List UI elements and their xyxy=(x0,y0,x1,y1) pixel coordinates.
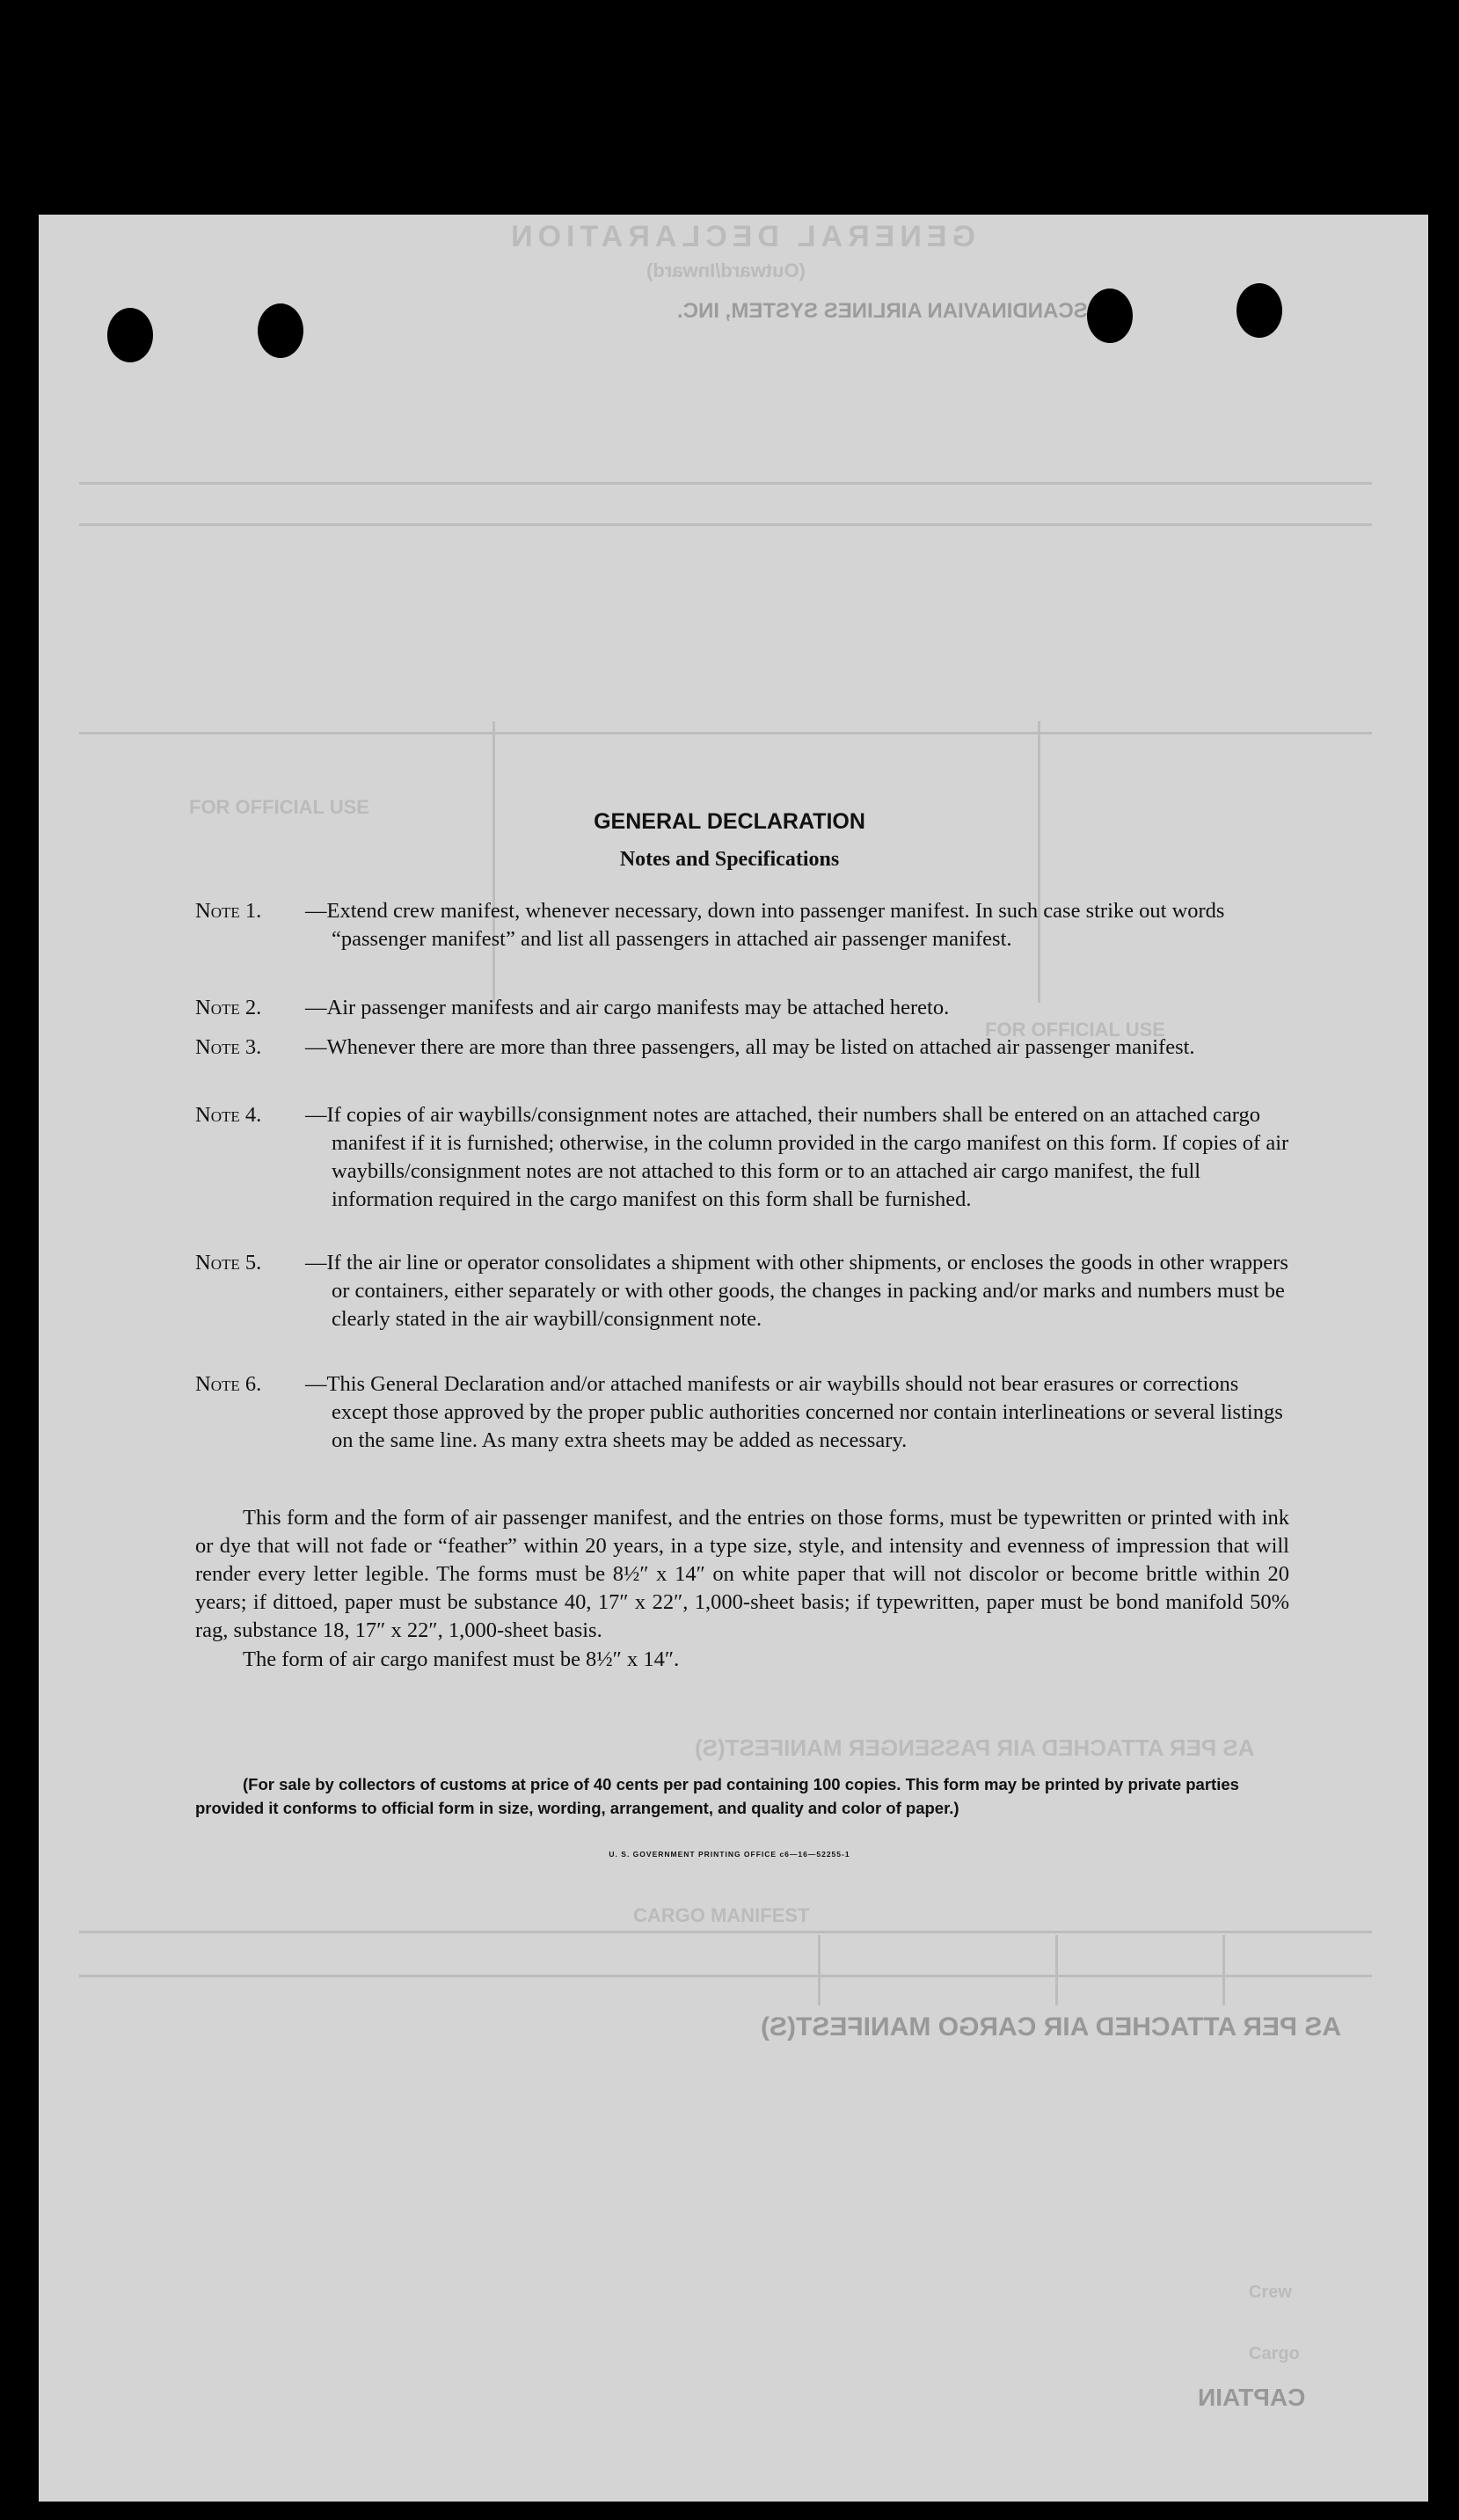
bleed-through-rule xyxy=(79,1931,1372,1933)
bleed-through-rule xyxy=(79,482,1372,485)
punch-hole xyxy=(1087,289,1133,343)
note-2 xyxy=(195,994,1289,1022)
bleed-through-rule xyxy=(79,732,1372,734)
bleed-through-office-use-2: FOR OFFICIAL USE xyxy=(985,1019,1165,1041)
punch-hole xyxy=(107,308,153,362)
sale-note: (For sale by collectors of customs at price of 40 cents per pad containing 100 copies. This form may be printed by private parties provided it conforms to official form in size, wording, arrangement, and quality and color of paper.) xyxy=(195,1775,1239,1817)
printer-imprint: U. S. GOVERNMENT PRINTING OFFICE c6—16—52255-1 xyxy=(609,1850,850,1859)
note-label: Note 6. xyxy=(195,1372,262,1396)
bleed-through-office-use: FOR OFFICIAL USE xyxy=(189,796,369,818)
bleed-through-cargo-manifest: CARGO MANIFEST xyxy=(633,1904,810,1926)
bleed-through-cargo-banner: AS PER ATTACHED AIR CARGO MANIFEST(S) xyxy=(761,2012,1341,2042)
cargo-form-note: The form of air cargo manifest must be 8½″ x 14″. xyxy=(243,1647,680,1671)
note-text: —If the air line or operator consolidates a shipment with other shipments, or encloses the goods in other wrappers or containers, either separately or with other goods, the changes in packing and/or marks and numbers must be clearly stated in the air waybill/consignment note. xyxy=(305,1251,1288,1331)
bleed-through-rule xyxy=(79,1975,1372,1977)
note-text: —Whenever there are more than three passengers, all may be listed on attached air passenger manifest. xyxy=(305,1035,1195,1059)
bleed-through-subheading: (Outward/Inward) xyxy=(646,259,806,281)
punch-hole xyxy=(258,303,303,358)
note-4 xyxy=(195,1101,1289,1214)
note-text: —If copies of air waybills/consignment notes are attached, their numbers shall be entered on an attached cargo manifest if it is furnished; otherwise, in the column provided in the cargo manifest on this form. If copies of air waybills/consignment notes are not attached to this form or to an attached air cargo manifest, the full information required in the cargo manifest on this form shall be furnished. xyxy=(305,1103,1289,1211)
note-text: —This General Declaration and/or attached manifests or air waybills should not bear erasures or corrections except those approved by the proper public authorities concerned nor contain interlineations or several listings on the same line. As many extra sheets may be added as necessary. xyxy=(305,1372,1283,1452)
note-text: —Extend crew manifest, whenever necessary, down into passenger manifest. In such case strike out words “passenger manifest” and list all passengers in attached air passenger manifest. xyxy=(305,899,1225,951)
bleed-through-crew: Crew xyxy=(1249,2283,1292,2302)
note-label: Note 1. xyxy=(195,899,262,923)
bleed-through-column xyxy=(818,1935,821,2005)
bleed-through-column xyxy=(1055,1935,1058,2005)
note-1 xyxy=(195,897,1289,953)
bleed-through-airline: SCANDINAVIAN AIRLINES SYSTEM, INC. xyxy=(677,299,1088,323)
specification-paragraph: This form and the form of air passenger manifest, and the entries on those forms, must be typewritten or printed with ink or dye that will not fade or “feather” within 20 years, in a type size, style, and intensity and evenness of impression that will render every letter legible. The forms must be 8½″ x 14″ on white paper that will not discolor or become brittle within 20 years; if dittoed, paper must be substance 40, 17″ x 22″, 1,000-sheet basis; if typewritten, paper must be bond manifold 50% rag, substance 18, 17″ x 22″, 1,000-sheet basis. xyxy=(195,1506,1289,1642)
bleed-through-captain: CAPTAIN xyxy=(1198,2384,1306,2411)
bleed-through-passenger-banner: AS PER ATTACHED AIR PASSENGER MANIFEST(S) xyxy=(695,1735,1255,1761)
note-label: Note 5. xyxy=(195,1251,262,1275)
bleed-through-column xyxy=(1222,1935,1225,2005)
bleed-through-cargo: Cargo xyxy=(1249,2344,1300,2363)
punch-hole xyxy=(1237,283,1282,338)
bleed-through-heading: GENERAL DECLARATION xyxy=(506,220,975,253)
note-text: —Air passenger manifests and air cargo manifests may be attached hereto. xyxy=(305,996,950,1019)
document-sheet xyxy=(39,215,1428,2502)
note-3 xyxy=(195,1034,1289,1062)
page-subtitle: Notes and Specifications xyxy=(619,848,840,871)
page-title: GENERAL DECLARATION xyxy=(594,809,865,834)
bleed-through-rule xyxy=(79,523,1372,526)
note-label: Note 2. xyxy=(195,996,262,1019)
note-label: Note 4. xyxy=(195,1103,262,1127)
note-label: Note 3. xyxy=(195,1035,262,1059)
note-6 xyxy=(195,1370,1289,1455)
note-5 xyxy=(195,1249,1289,1333)
